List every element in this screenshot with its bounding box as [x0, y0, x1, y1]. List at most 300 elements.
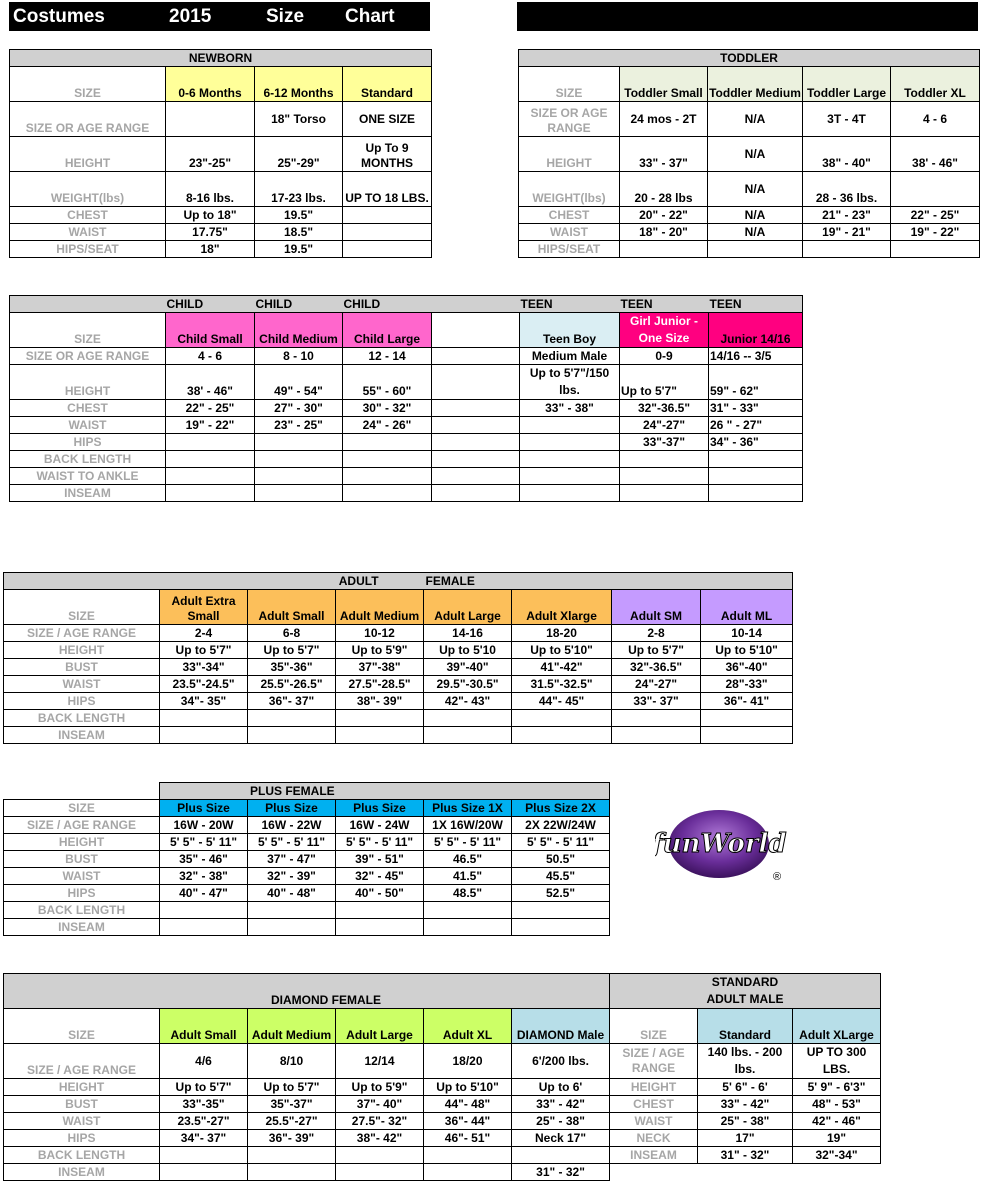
- table-cell: 46.5": [424, 851, 512, 868]
- table-cell: 31" - 32": [698, 1147, 793, 1164]
- table-cell: [343, 468, 432, 485]
- table-cell: [432, 451, 520, 468]
- table-cell: Up to 5'7": [248, 1079, 336, 1096]
- table-cell: 33"-37": [620, 434, 709, 451]
- row-label: BACK LENGTH: [4, 902, 160, 919]
- table-cell: [709, 451, 803, 468]
- table-cell: [620, 485, 709, 502]
- table-cell: [512, 902, 610, 919]
- column-header: Standard: [343, 67, 432, 102]
- row-label: WEIGHT(lbs): [519, 172, 620, 207]
- table-cell: 40" - 47": [160, 885, 248, 902]
- table-cell: 30" - 32": [343, 400, 432, 417]
- table-cell: 23.5"-27": [160, 1113, 248, 1130]
- table-cell: [512, 1147, 610, 1164]
- table-cell: 24"-27": [620, 417, 709, 434]
- table-cell: 39"-40": [424, 659, 512, 676]
- table-cell: 28 - 36 lbs.: [803, 172, 891, 207]
- row-label: HEIGHT: [519, 137, 620, 172]
- table-cell: 26 " - 27": [709, 417, 803, 434]
- group-header: CHILD: [255, 296, 343, 313]
- column-header: Teen Boy: [520, 313, 620, 348]
- table-cell: 19": [793, 1130, 881, 1147]
- column-header: Adult ML: [701, 590, 793, 625]
- column-header: Girl Junior - One Size: [620, 313, 709, 348]
- table-cell: UP TO 300 LBS.: [793, 1044, 881, 1079]
- row-label: HIPS: [10, 434, 166, 451]
- table-cell: 2-8: [612, 625, 701, 642]
- table-cell: 29.5"-30.5": [424, 676, 512, 693]
- table-cell: [620, 451, 709, 468]
- table-cell: 17.75": [166, 224, 255, 241]
- table-cell: 34" - 36": [709, 434, 803, 451]
- table-cell: 27.5"-28.5": [336, 676, 424, 693]
- row-label: BACK LENGTH: [4, 1147, 160, 1164]
- column-header: Adult XLarge: [793, 1009, 881, 1044]
- table-cell: 37"-38": [336, 659, 424, 676]
- title-word: Costumes: [13, 6, 105, 27]
- table-cell: 52.5": [512, 885, 610, 902]
- row-label: HIPS: [4, 1130, 160, 1147]
- table-cell: 34"- 35": [160, 693, 248, 710]
- table-cell: [520, 468, 620, 485]
- newborn-header: NEWBORN: [10, 50, 432, 67]
- table-cell: 20" - 22": [620, 207, 708, 224]
- table-cell: [803, 241, 891, 258]
- table-cell: [248, 710, 336, 727]
- diamond-female-table: [3, 973, 610, 1181]
- table-cell: 21" - 23": [803, 207, 891, 224]
- table-cell: Up to 18": [166, 207, 255, 224]
- table-cell: UP TO 18 LBS.: [343, 172, 432, 207]
- row-label: WAIST: [610, 1113, 698, 1130]
- row-label: SIZE: [10, 67, 166, 102]
- table-cell: N/A: [708, 207, 803, 224]
- row-label: SIZE: [4, 1009, 160, 1044]
- table-cell: 4 - 6: [166, 348, 255, 365]
- standard-male-header: [610, 974, 881, 1009]
- table-cell: 33" - 42": [698, 1096, 793, 1113]
- column-header: Adult Medium: [336, 590, 424, 625]
- row-label: WAIST: [10, 417, 166, 434]
- table-cell: 36"- 39": [248, 1130, 336, 1147]
- column-header: Child Large: [343, 313, 432, 348]
- table-cell: [255, 434, 343, 451]
- column-header: Plus Size 1X: [424, 800, 512, 817]
- row-label: HEIGHT: [4, 642, 160, 659]
- table-cell: 44"- 48": [424, 1096, 512, 1113]
- table-cell: [432, 434, 520, 451]
- table-cell: 14-16: [424, 625, 512, 642]
- row-label: SIZE / AGE RANGE: [4, 817, 160, 834]
- table-cell: 16W - 20W: [160, 817, 248, 834]
- table-cell: 24 mos - 2T: [620, 102, 708, 137]
- table-cell: 37" - 47": [248, 851, 336, 868]
- row-label: WAIST: [519, 224, 620, 241]
- table-cell: 38' - 46": [166, 365, 255, 400]
- table-cell: 10-14: [701, 625, 793, 642]
- table-cell: [343, 224, 432, 241]
- row-label: HIPS/SEAT: [10, 241, 166, 258]
- plus-header: PLUS FEMALE: [160, 783, 610, 800]
- row-label: BUST: [4, 659, 160, 676]
- table-cell: 2-4: [160, 625, 248, 642]
- table-cell: [432, 468, 520, 485]
- table-cell: [255, 451, 343, 468]
- table-cell: 0-9: [620, 348, 709, 365]
- table-cell: [248, 1164, 336, 1181]
- table-cell: 23"-25": [166, 137, 255, 172]
- row-label: BACK LENGTH: [4, 710, 160, 727]
- table-cell: [160, 1147, 248, 1164]
- table-cell: 32"-34": [793, 1147, 881, 1164]
- table-cell: [160, 902, 248, 919]
- table-cell: Up to 5'7": [160, 1079, 248, 1096]
- table-cell: [520, 485, 620, 502]
- table-cell: 38" - 40": [803, 137, 891, 172]
- table-cell: [709, 468, 803, 485]
- standard-male-table: [609, 973, 881, 1164]
- standard-header: STANDARD: [711, 975, 779, 989]
- table-cell: 25.5"-26.5": [248, 676, 336, 693]
- table-cell: [160, 727, 248, 744]
- row-label: WAIST: [4, 1113, 160, 1130]
- table-cell: 33" - 37": [620, 137, 708, 172]
- table-cell: 33" - 42": [512, 1096, 610, 1113]
- table-cell: 22" - 25": [891, 207, 980, 224]
- table-cell: 27" - 30": [255, 400, 343, 417]
- table-cell: 5' 5" - 5' 11": [160, 834, 248, 851]
- column-header: Adult Extra Small: [160, 590, 248, 625]
- table-cell: [336, 727, 424, 744]
- table-cell: 18" - 20": [620, 224, 708, 241]
- table-cell: Neck 17": [512, 1130, 610, 1147]
- diamond-header: DIAMOND FEMALE: [4, 974, 610, 1009]
- female-header: FEMALE: [424, 573, 793, 590]
- table-cell: Up to 5'10": [512, 642, 612, 659]
- group-header: TEEN: [620, 296, 709, 313]
- table-cell: [612, 727, 701, 744]
- table-cell: 18": [166, 241, 255, 258]
- table-cell: [612, 710, 701, 727]
- table-cell: 18-20: [512, 625, 612, 642]
- table-cell: [424, 710, 512, 727]
- table-cell: [620, 241, 708, 258]
- table-cell: [336, 1164, 424, 1181]
- column-header: 0-6 Months: [166, 67, 255, 102]
- column-header: [432, 313, 520, 348]
- table-cell: 46"- 51": [424, 1130, 512, 1147]
- table-cell: 42"- 43": [424, 693, 512, 710]
- table-cell: Up To 9 MONTHS: [343, 137, 432, 172]
- table-cell: 59" - 62": [709, 365, 803, 400]
- table-cell: 8/10: [248, 1044, 336, 1079]
- row-label: HEIGHT: [4, 1079, 160, 1096]
- newborn-table: [9, 49, 432, 258]
- table-cell: ONE SIZE: [343, 102, 432, 137]
- row-label: CHEST: [610, 1096, 698, 1113]
- table-cell: N/A: [708, 137, 803, 172]
- column-header: Adult Medium: [248, 1009, 336, 1044]
- column-header: DIAMOND Male: [512, 1009, 610, 1044]
- table-cell: Up to 5'9": [336, 642, 424, 659]
- table-cell: 140 lbs. - 200 lbs.: [698, 1044, 793, 1079]
- table-cell: [432, 400, 520, 417]
- table-cell: 5' 6" - 6': [698, 1079, 793, 1096]
- table-cell: [891, 241, 980, 258]
- row-label: HIPS: [4, 885, 160, 902]
- table-cell: 24"-27": [612, 676, 701, 693]
- table-cell: 19.5": [255, 207, 343, 224]
- group-header: CHILD: [166, 296, 255, 313]
- table-cell: 36"- 44": [424, 1113, 512, 1130]
- table-cell: 33"- 37": [612, 693, 701, 710]
- row-label: WEIGHT(lbs): [10, 172, 166, 207]
- column-header: Toddler Small: [620, 67, 708, 102]
- column-header: Child Small: [166, 313, 255, 348]
- toddler-header: TODDLER: [519, 50, 980, 67]
- table-cell: [160, 710, 248, 727]
- table-cell: 5' 5" - 5' 11": [336, 834, 424, 851]
- table-cell: [701, 710, 793, 727]
- table-cell: 2X 22W/24W: [512, 817, 610, 834]
- group-header: TEEN: [709, 296, 803, 313]
- table-cell: [160, 1164, 248, 1181]
- row-label: WAIST: [4, 676, 160, 693]
- row-label: HEIGHT: [10, 137, 166, 172]
- table-cell: [248, 727, 336, 744]
- table-cell: 20 - 28 lbs: [620, 172, 708, 207]
- table-cell: 27.5"- 32": [336, 1113, 424, 1130]
- row-label: SIZE: [610, 1009, 698, 1044]
- table-cell: N/A: [708, 224, 803, 241]
- table-cell: 25" - 38": [698, 1113, 793, 1130]
- column-header: Plus Size: [160, 800, 248, 817]
- column-header: Toddler XL: [891, 67, 980, 102]
- row-label: NECK: [610, 1130, 698, 1147]
- table-cell: [424, 1164, 512, 1181]
- table-cell: 22" - 25": [166, 400, 255, 417]
- table-cell: Medium Male: [520, 348, 620, 365]
- column-header: Toddler Medium: [708, 67, 803, 102]
- table-cell: [255, 485, 343, 502]
- table-cell: 34"- 37": [160, 1130, 248, 1147]
- table-cell: N/A: [708, 172, 803, 207]
- table-cell: 49" - 54": [255, 365, 343, 400]
- table-cell: 6-8: [248, 625, 336, 642]
- row-label: INSEAM: [4, 727, 160, 744]
- row-label: WAIST: [10, 224, 166, 241]
- row-label: INSEAM: [4, 919, 160, 936]
- table-cell: 45.5": [512, 868, 610, 885]
- table-cell: 18/20: [424, 1044, 512, 1079]
- table-cell: Up to 5'9": [336, 1079, 424, 1096]
- table-cell: [520, 451, 620, 468]
- adult-male-header: ADULT MALE: [706, 992, 784, 1006]
- table-cell: 35" - 46": [160, 851, 248, 868]
- table-cell: 32" - 38": [160, 868, 248, 885]
- table-cell: [432, 348, 520, 365]
- row-label: SIZE / AGE RANGE: [4, 625, 160, 642]
- column-header: Adult Xlarge: [512, 590, 612, 625]
- table-cell: 23" - 25": [255, 417, 343, 434]
- table-cell: [424, 919, 512, 936]
- table-cell: [343, 241, 432, 258]
- column-header: Adult SM: [612, 590, 701, 625]
- row-label: HEIGHT: [610, 1079, 698, 1096]
- table-cell: 31" - 32": [512, 1164, 610, 1181]
- row-label: HEIGHT: [10, 365, 166, 400]
- table-cell: [343, 451, 432, 468]
- table-cell: 31.5"-32.5": [512, 676, 612, 693]
- table-cell: 19" - 21": [803, 224, 891, 241]
- table-cell: 32"-36.5": [612, 659, 701, 676]
- table-cell: 50.5": [512, 851, 610, 868]
- table-cell: [701, 727, 793, 744]
- table-cell: 28"-33": [701, 676, 793, 693]
- plus-female-table: [3, 782, 610, 936]
- row-label: WAIST TO ANKLE: [10, 468, 166, 485]
- column-header: Plus Size 2X: [512, 800, 610, 817]
- table-cell: 12/14: [336, 1044, 424, 1079]
- table-cell: 24" - 26": [343, 417, 432, 434]
- table-cell: 1X 16W/20W: [424, 817, 512, 834]
- toddler-table: [518, 49, 980, 258]
- table-cell: 40" - 48": [248, 885, 336, 902]
- group-header: [432, 296, 520, 313]
- blank-cell: [4, 783, 160, 800]
- table-cell: 17": [698, 1130, 793, 1147]
- group-header: TEEN: [520, 296, 620, 313]
- table-cell: 38' - 46": [891, 137, 980, 172]
- table-cell: [424, 902, 512, 919]
- table-cell: [248, 902, 336, 919]
- table-cell: [512, 919, 610, 936]
- table-cell: 16W - 24W: [336, 817, 424, 834]
- table-cell: 4 - 6: [891, 102, 980, 137]
- row-label: CHEST: [10, 207, 166, 224]
- column-header: Toddler Large: [803, 67, 891, 102]
- table-cell: [166, 468, 255, 485]
- table-cell: [248, 919, 336, 936]
- table-cell: [432, 485, 520, 502]
- table-cell: 19" - 22": [166, 417, 255, 434]
- table-cell: 35"-37": [248, 1096, 336, 1113]
- row-label: WAIST: [4, 868, 160, 885]
- table-cell: [336, 1147, 424, 1164]
- table-cell: 16W - 22W: [248, 817, 336, 834]
- table-cell: Up to 5'10": [424, 1079, 512, 1096]
- column-header: Child Medium: [255, 313, 343, 348]
- table-cell: Up to 5'7"/150 lbs.: [520, 365, 620, 400]
- table-cell: 33"-34": [160, 659, 248, 676]
- table-cell: 42" - 46": [793, 1113, 881, 1130]
- table-cell: 38"- 39": [336, 693, 424, 710]
- logo-graphic: [655, 808, 790, 886]
- table-cell: 25" - 38": [512, 1113, 610, 1130]
- table-cell: 55" - 60": [343, 365, 432, 400]
- column-header: Adult Large: [424, 590, 512, 625]
- table-cell: [343, 485, 432, 502]
- table-cell: 14/16 -- 3/5: [709, 348, 803, 365]
- row-label: SIZE OR AGE RANGE: [10, 102, 166, 137]
- table-cell: [343, 434, 432, 451]
- table-cell: Up to 6': [512, 1079, 610, 1096]
- column-header: Adult XL: [424, 1009, 512, 1044]
- column-header: Plus Size: [336, 800, 424, 817]
- table-cell: [424, 727, 512, 744]
- table-cell: 48.5": [424, 885, 512, 902]
- column-header: Adult Small: [160, 1009, 248, 1044]
- table-cell: 32"-36.5": [620, 400, 709, 417]
- table-cell: [709, 485, 803, 502]
- row-label: SIZE: [4, 590, 160, 625]
- table-cell: [166, 102, 255, 137]
- table-cell: 4/6: [160, 1044, 248, 1079]
- table-cell: [336, 902, 424, 919]
- row-label: SIZE / AGE RANGE: [4, 1044, 160, 1079]
- adult-female-table: [3, 572, 793, 744]
- table-cell: [336, 919, 424, 936]
- table-cell: [166, 434, 255, 451]
- table-cell: 5' 9" - 6'3": [793, 1079, 881, 1096]
- table-cell: Up to 5'7": [160, 642, 248, 659]
- table-cell: 36"- 37": [248, 693, 336, 710]
- table-cell: 8-16 lbs.: [166, 172, 255, 207]
- title-bar-right: [517, 2, 978, 31]
- table-cell: 38"- 42": [336, 1130, 424, 1147]
- table-cell: [166, 485, 255, 502]
- table-cell: N/A: [708, 102, 803, 137]
- funworld-logo: [655, 808, 790, 886]
- row-label: SIZE OR AGE RANGE: [519, 102, 620, 137]
- table-cell: 25.5"-27": [248, 1113, 336, 1130]
- table-cell: 23.5"-24.5": [160, 676, 248, 693]
- table-cell: 18" Torso: [255, 102, 343, 137]
- column-header: Standard: [698, 1009, 793, 1044]
- table-cell: [343, 207, 432, 224]
- table-cell: 6'/200 lbs.: [512, 1044, 610, 1079]
- table-cell: [512, 727, 612, 744]
- adult-header: ADULT: [4, 573, 424, 590]
- table-cell: 19.5": [255, 241, 343, 258]
- column-header: Adult Large: [336, 1009, 424, 1044]
- row-label: SIZE: [4, 800, 160, 817]
- table-cell: [891, 172, 980, 207]
- column-header: 6-12 Months: [255, 67, 343, 102]
- table-cell: 5' 5" - 5' 11": [248, 834, 336, 851]
- row-label: SIZE: [10, 313, 166, 348]
- table-cell: 36"-40": [701, 659, 793, 676]
- table-cell: 33"-35": [160, 1096, 248, 1113]
- table-cell: 3T - 4T: [803, 102, 891, 137]
- table-cell: [620, 468, 709, 485]
- registered-mark: ®: [773, 871, 782, 883]
- table-cell: 31" - 33": [709, 400, 803, 417]
- table-cell: 40" - 50": [336, 885, 424, 902]
- row-label: BACK LENGTH: [10, 451, 166, 468]
- row-label: SIZE OR AGE RANGE: [10, 348, 166, 365]
- table-cell: Up to 5'10": [701, 642, 793, 659]
- table-cell: 5' 5" - 5' 11": [424, 834, 512, 851]
- table-cell: 37"- 40": [336, 1096, 424, 1113]
- table-cell: 18.5": [255, 224, 343, 241]
- logo-text: funWorld: [655, 829, 787, 859]
- table-cell: 39" - 51": [336, 851, 424, 868]
- row-label: SIZE / AGE RANGE: [610, 1044, 698, 1079]
- row-label: HEIGHT: [4, 834, 160, 851]
- title-word: Chart: [345, 6, 395, 27]
